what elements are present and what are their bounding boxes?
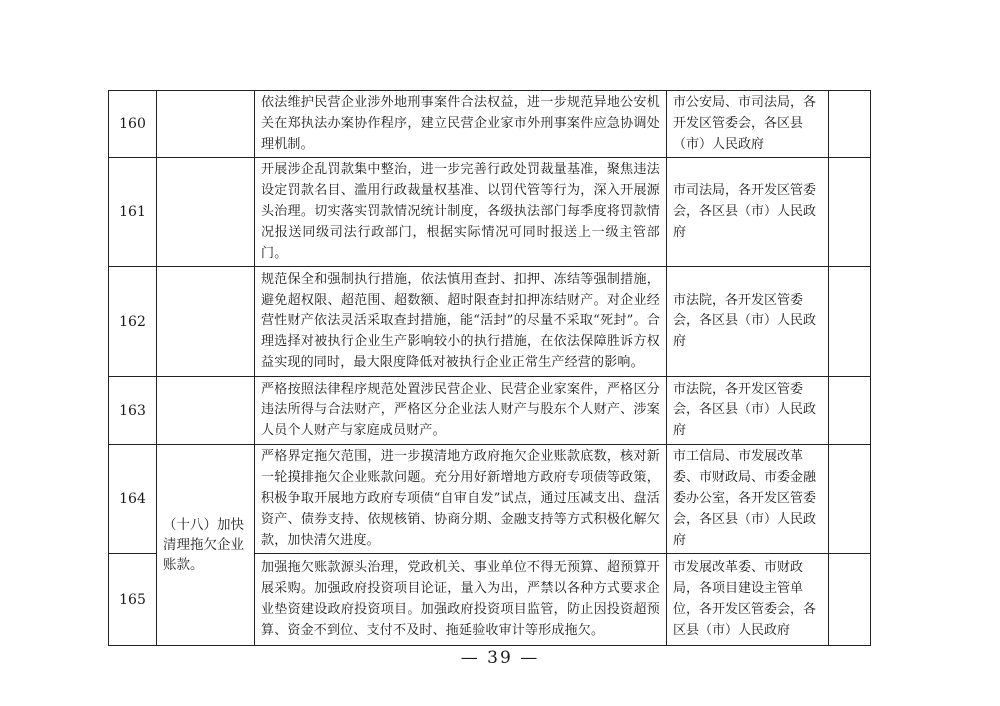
- measure-text: 依法维护民营企业涉外地刑事案件合法权益，进一步规范异地公安机关在郑执法办案协作程序，建立民营企业家市外刑事案件应急协调处理机制。: [255, 91, 667, 158]
- category-cell: [157, 377, 255, 445]
- responsible-dept: 市司法局，各开发区管委会，各区县（市）人民政府: [667, 158, 829, 267]
- table-row: [109, 377, 871, 445]
- responsible-dept: 市发展改革委、市财政局，各项目建设主管单位，各开发区管委会，各区县（市）人民政府: [667, 554, 829, 646]
- responsible-dept: 市公安局、市司法局，各开发区管委会，各区县（市）人民政府: [667, 91, 829, 158]
- table-row: [109, 91, 871, 158]
- category-cell: [157, 267, 255, 377]
- page-number: — 39 —: [460, 648, 540, 668]
- note-cell: [829, 377, 871, 445]
- measure-text: 规范保全和强制执行措施，依法慎用查封、扣押、冻结等强制措施，避免超权限、超范围、超数额、超时限查封扣押冻结财产。对企业经营性财产依法灵活采取查封措施，能“活封”的尽量不采取“死封”。合理选择对被执行企业生产影响较小的执行措施，在依法保障胜诉方权益实现的同时，最大限度降低对被执行企业正常生产经营的影响。: [255, 267, 667, 377]
- row-number: 164: [109, 445, 157, 554]
- note-cell: [829, 91, 871, 158]
- row-number: 161: [109, 158, 157, 267]
- measure-text: 严格按照法律程序规范处置涉民营企业、民营企业家案件，严格区分违法所得与合法财产，严格区分企业法人财产与股东个人财产、涉案人员个人财产与家庭成员财产。: [255, 377, 667, 445]
- responsible-dept: 市工信局、市发展改革委、市财政局、市委金融委办公室，各开发区管委会，各区县（市）人民政府: [667, 445, 829, 554]
- responsible-dept: 市法院，各开发区管委会，各区县（市）人民政府: [667, 377, 829, 445]
- table-row: [109, 267, 871, 377]
- responsible-dept: 市法院，各开发区管委会，各区县（市）人民政府: [667, 267, 829, 377]
- note-cell: [829, 267, 871, 377]
- measures-table: [108, 90, 871, 646]
- row-number: 163: [109, 377, 157, 445]
- note-cell: [829, 554, 871, 646]
- row-number: 160: [109, 91, 157, 158]
- note-cell: [829, 445, 871, 554]
- note-cell: [829, 158, 871, 267]
- table-row: [109, 445, 871, 554]
- measure-text: 严格界定拖欠范围，进一步摸清地方政府拖欠企业账款底数，核对新一轮摸排拖欠企业账款问题。充分用好新增地方政府专项债等政策，积极争取开展地方政府专项债“自审自发”试点，通过压减支出、盘活资产、债券支持、依规核销、协商分期、金融支持等方式积极化解欠款，加快清欠进度。: [255, 445, 667, 554]
- row-number: 165: [109, 554, 157, 646]
- category-cell: [157, 91, 255, 158]
- measure-text: 开展涉企乱罚款集中整治，进一步完善行政处罚裁量基准，聚焦违法设定罚款名目、滥用行政裁量权基准、以罚代管等行为，深入开展源头治理。切实落实罚款情况统计制度，各级执法部门每季度将罚款情况报送同级司法行政部门，根据实际情况可同时报送上一级主管部门。: [255, 158, 667, 267]
- category-cell: [157, 158, 255, 267]
- category-cell: （十八）加快清理拖欠企业账款。: [157, 445, 255, 646]
- row-number: 162: [109, 267, 157, 377]
- measure-text: 加强拖欠账款源头治理，党政机关、事业单位不得无预算、超预算开展采购。加强政府投资项目论证，量入为出，严禁以各种方式要求企业垫资建设政府投资项目。加强政府投资项目监管，防止因投资超预算、资金不到位、支付不及时、拖延验收审计等形成拖欠。: [255, 554, 667, 646]
- table-row: [109, 158, 871, 267]
